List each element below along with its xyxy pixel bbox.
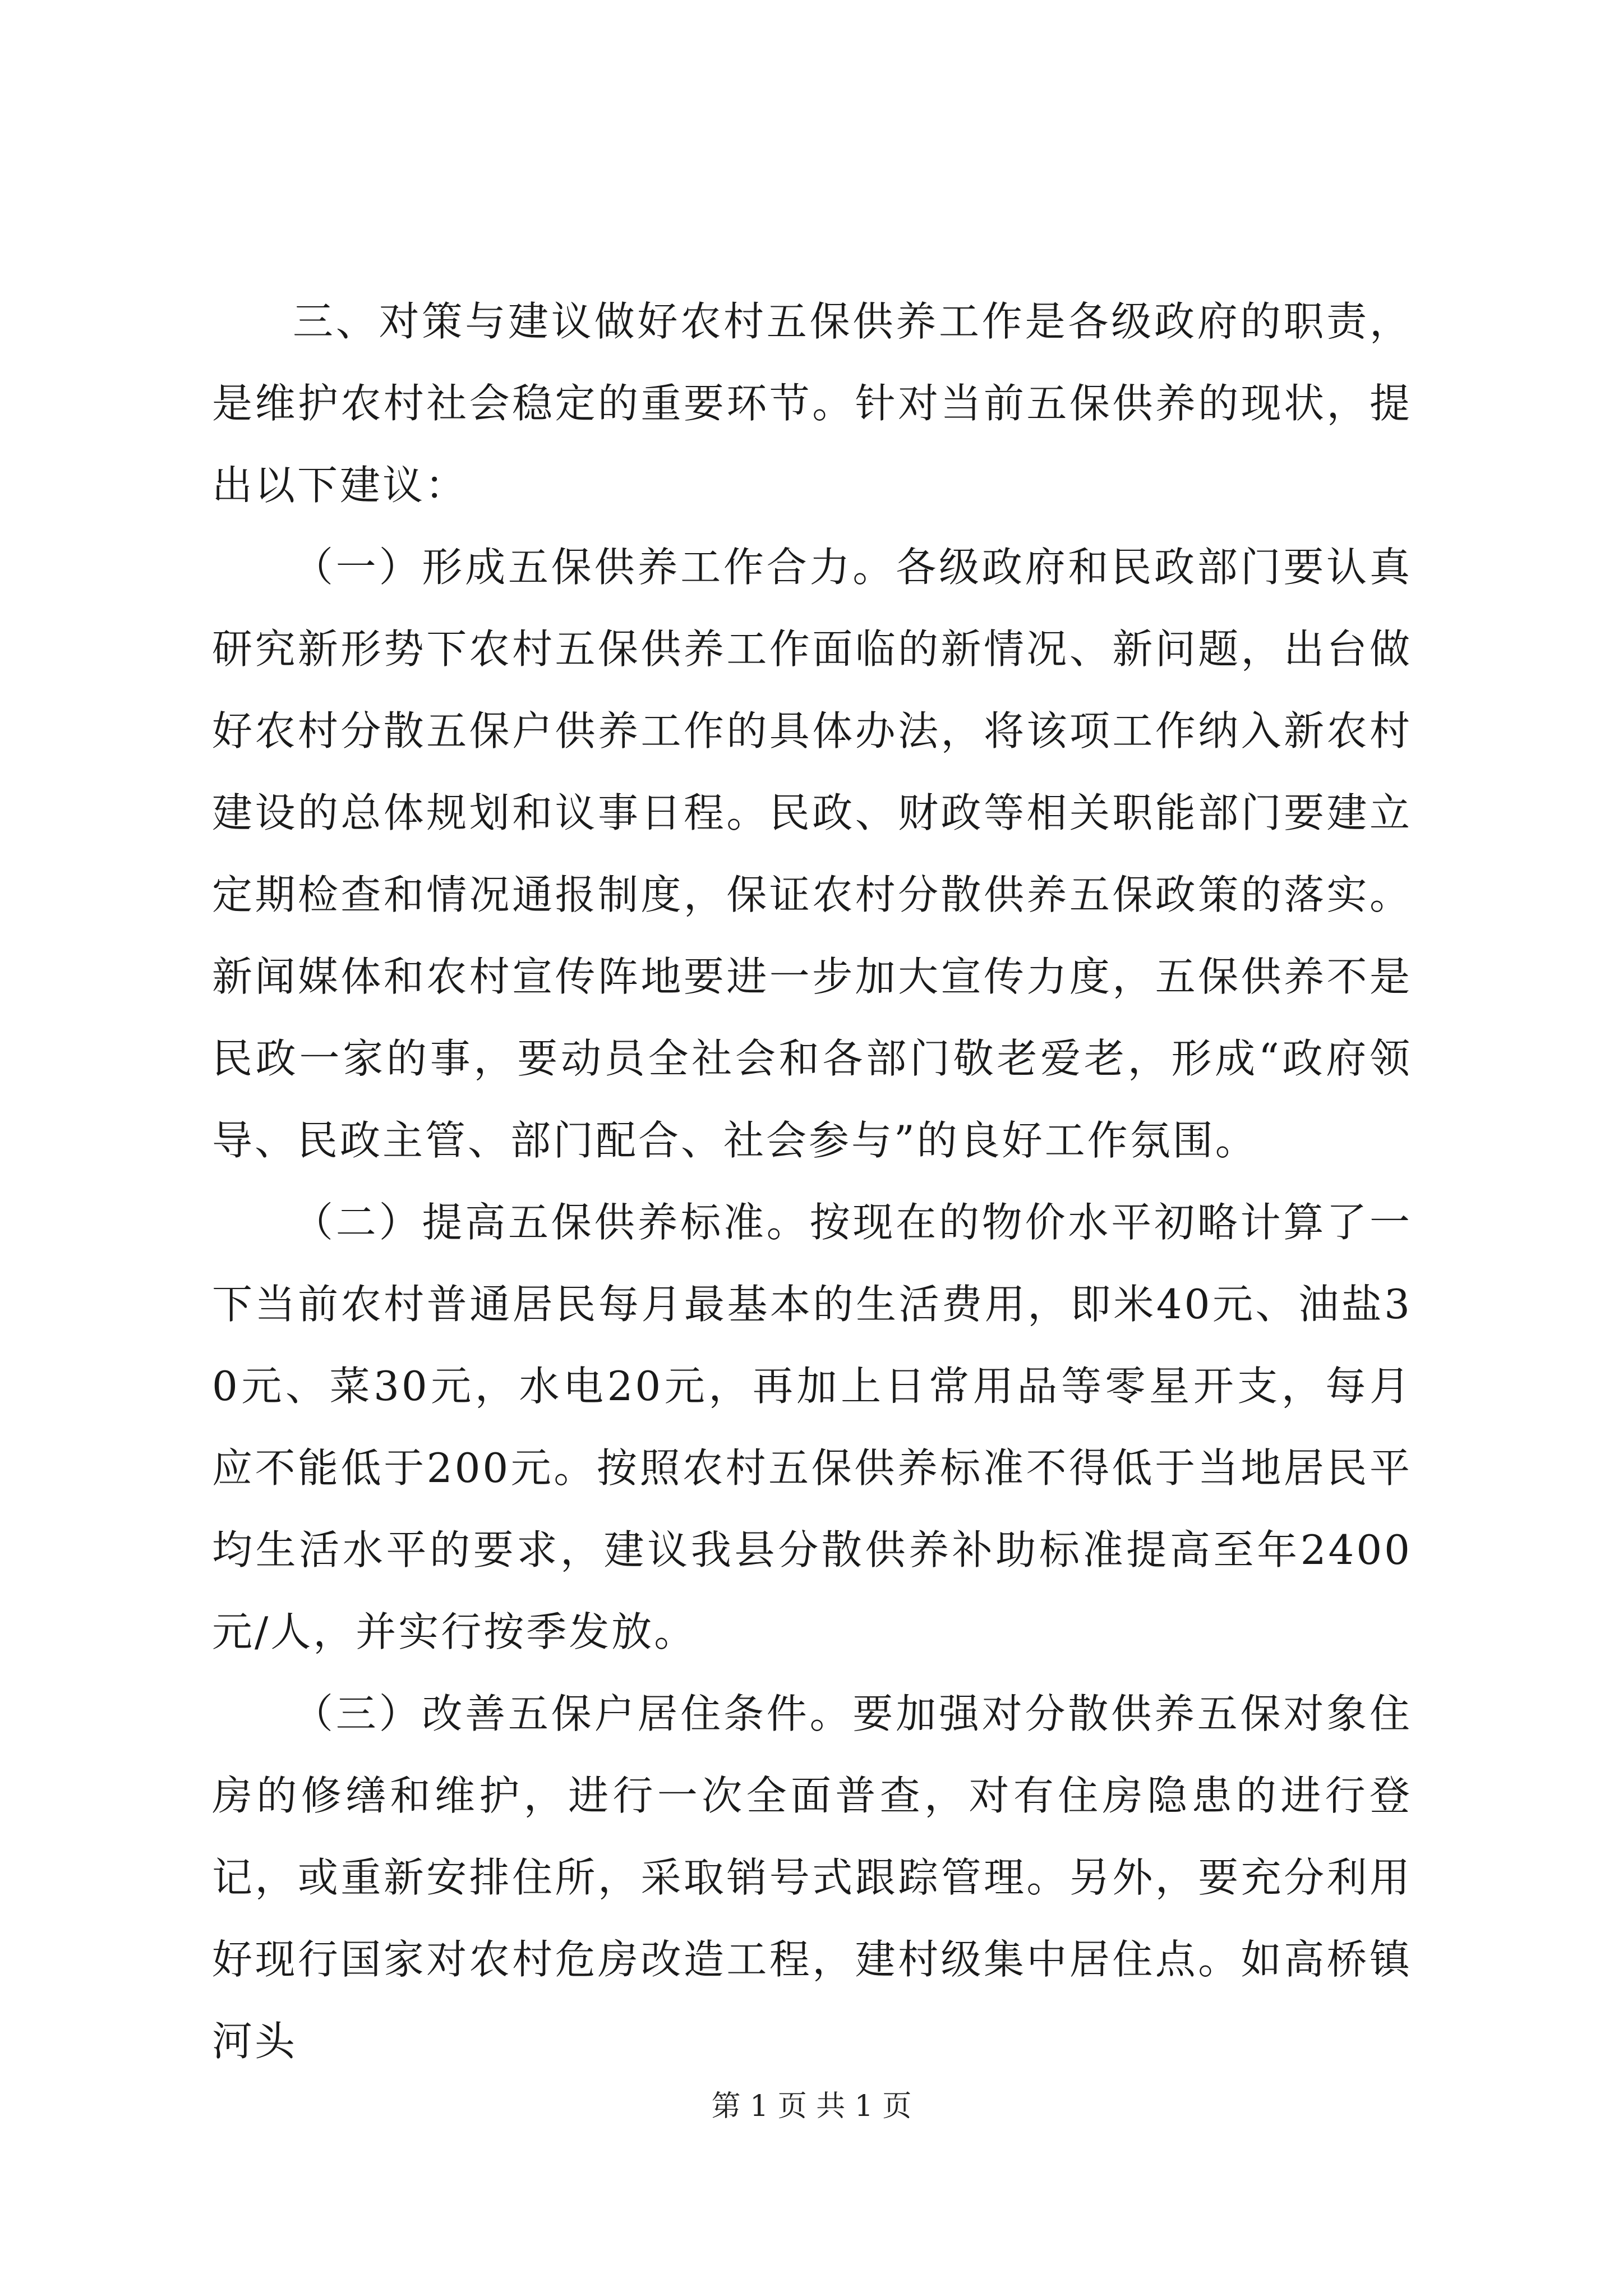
paragraph-section-2: （二）提高五保供养标准。按现在的物价水平初略计算了一下当前农村普通居民每月最基本的生活费用，即米40元、油盐30元、菜30元，水电20元，再加上日常用品等零星开支，每月应不能低于200元。按照农村五保供养标准不得低于当地居民平均生活水平的要求，建议我县分散供养补助标准提高至年2400元/人，并实行按季发放。 (212, 1199, 1412, 1655)
page-footer (0, 2087, 1623, 2126)
paragraph-section-1: （一）形成五保供养工作合力。各级政府和民政部门要认真研究新形势下农村五保供养工作面临的新情况、新问题，出台做好农村分散五保户供养工作的具体办法，将该项工作纳入新农村建设的总体规划和议事日程。民政、财政等相关职能部门要建立定期检查和情况通报制度，保证农村分散供养五保政策的落实。新闻媒体和农村宣传阵地要进一步加大宣传力度，五保供养不是民政一家的事，要动员全社会和各部门敬老爱老，形成“政府领导、民政主管、部门配合、社会参与”的良好工作氛围。 (212, 544, 1412, 1164)
paragraph-intro: 三、对策与建议做好农村五保供养工作是各级政府的职责，是维护农村社会稳定的重要环节。针对当前五保供养的现状，提出以下建议： (212, 298, 1412, 509)
page-number-label: 第 1 页 共 1 页 (711, 2090, 912, 2123)
paragraph-section-3: （三）改善五保户居住条件。要加强对分散供养五保对象住房的修缮和维护，进行一次全面普查，对有住房隐患的进行登记，或重新安排住所，采取销号式跟踪管理。另外，要充分利用好现行国家对农村危房改造工程，建村级集中居住点。如高桥镇河头 (212, 1690, 1412, 2065)
document-body (212, 280, 1412, 2082)
